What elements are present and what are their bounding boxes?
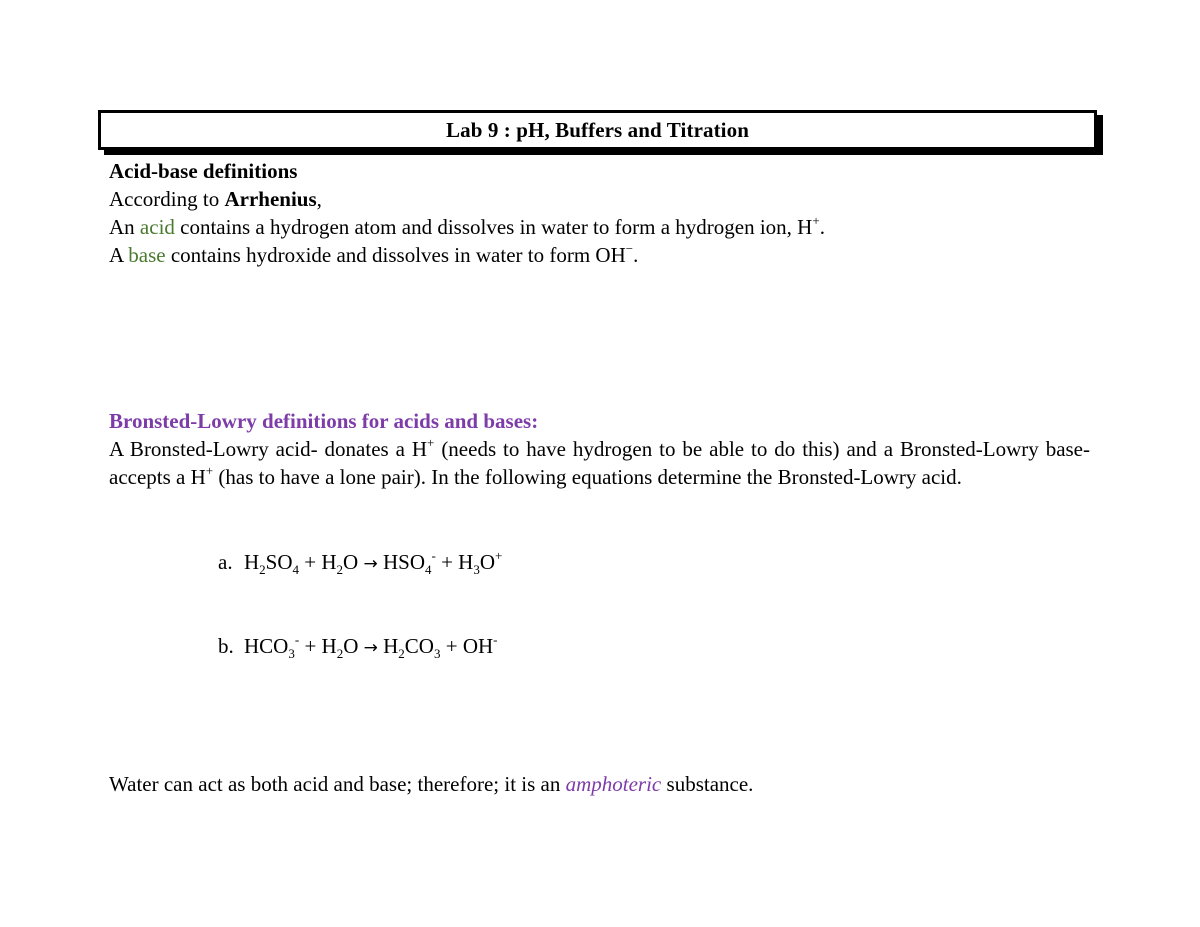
closing-suffix: substance. bbox=[661, 772, 754, 796]
acid-sup: + bbox=[812, 213, 820, 228]
bronsted-paragraph bbox=[109, 435, 1090, 491]
base-prefix: A bbox=[109, 243, 129, 267]
para-sup2: + bbox=[205, 463, 214, 478]
para-sup1: + bbox=[427, 435, 435, 450]
arrow-icon: → bbox=[363, 638, 378, 658]
title-box bbox=[98, 110, 1097, 150]
acid-rest: contains a hydrogen atom and dissolves in water to form a hydrogen ion, H bbox=[174, 215, 813, 239]
equation-a: a. $H_2SO_4 + H_2O \to HSO_4^- + H_3O^+$ bbox=[218, 548, 503, 578]
base-end: . bbox=[633, 243, 639, 267]
arrhenius-name: Arrhenius bbox=[224, 187, 317, 211]
section-heading-acid-base: Acid-base definitions bbox=[109, 159, 298, 183]
acid-term: acid bbox=[139, 215, 175, 239]
acid-prefix: An bbox=[109, 215, 140, 239]
arrhenius-prefix: According to bbox=[109, 187, 225, 211]
arrhenius-line bbox=[109, 185, 322, 213]
para-part1: A Bronsted-Lowry acid- donates a H bbox=[109, 437, 428, 461]
equation-a-label: a. bbox=[218, 550, 233, 574]
acid-definition bbox=[109, 213, 825, 241]
base-sup: − bbox=[625, 241, 634, 256]
para-part3: (has to have a lone pair). In the following equations determine the Bronsted-Lowry acid. bbox=[213, 465, 962, 489]
acid-end: . bbox=[819, 215, 825, 239]
base-rest: contains hydroxide and dissolves in water to form OH bbox=[165, 243, 626, 267]
para-part2: (needs to have hydrogen to be able to do this) and a Bronsted-Lowry base- accepts a H bbox=[109, 437, 1090, 489]
equation-b-label: b. bbox=[218, 634, 234, 658]
page-title: Lab 9 : pH, Buffers and Titration bbox=[446, 117, 749, 142]
closing-prefix: Water can act as both acid and base; therefore; it is an bbox=[109, 772, 566, 796]
equation-b: b. $HCO_3^- + H_2O \to H_2CO_3 + OH^-$ bbox=[218, 632, 498, 662]
section-heading-bronsted: Bronsted-Lowry definitions for acids and bases: bbox=[109, 409, 539, 433]
amphoteric-term: amphoteric bbox=[565, 772, 662, 796]
base-definition bbox=[109, 241, 638, 269]
base-term: base bbox=[128, 243, 166, 267]
arrow-icon: → bbox=[363, 554, 378, 574]
amphoteric-statement bbox=[109, 770, 753, 798]
arrhenius-suffix: , bbox=[316, 187, 322, 211]
